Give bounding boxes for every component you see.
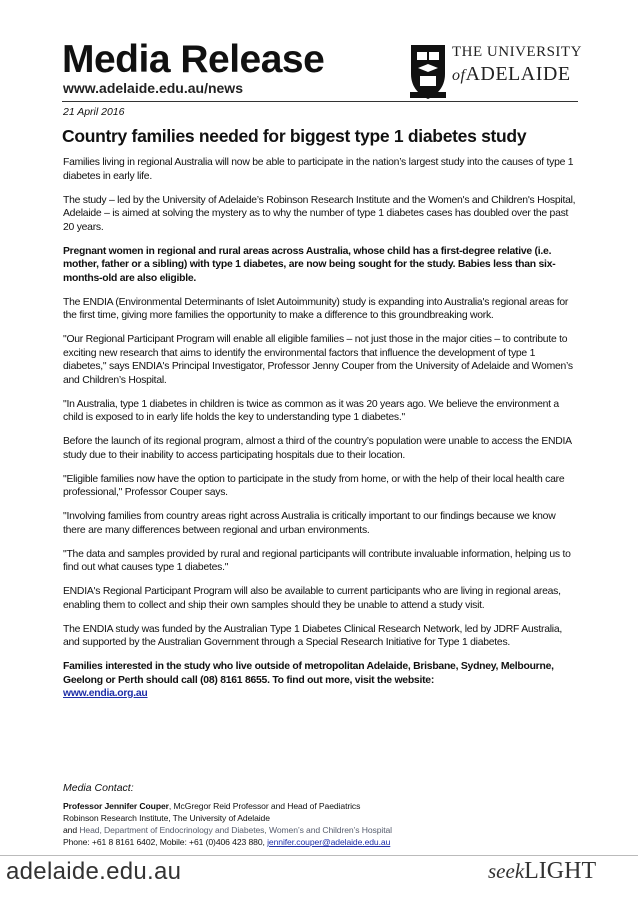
paragraph: The ENDIA (Environmental Determinants of Islet Autoimmunity) study is expanding into Australia's regional areas for the first time, giving more families the opportunity to make a difference to this groundbreaking work.	[63, 296, 569, 321]
footer-seek: seek	[488, 859, 525, 883]
logo-of: of	[452, 67, 466, 84]
paragraph: The study – led by the University of Adelaide’s Robinson Research Institute and the Women's and Children's Hospital, Adelaide – is aimed at solving the mystery as to why the number of type 1 diabetes cases has doubled over the past 20 years.	[63, 194, 576, 233]
paragraph: Pregnant women in regional and rural areas across Australia, whose child has a first-degree relative (i.e. mother, father or a sibling) with type 1 diabetes, are now being sought for the study. Babies less than six-months-old are also eligible.	[63, 245, 556, 284]
contact-line-2: Robinson Research Institute, The University of Adelaide	[63, 813, 270, 823]
closing-text: Families interested in the study who live outside of metropolitan Adelaide, Brisbane, Sydney, Melbourne, Geelong or Perth should call (08) 8161 8655. To find out more, visit the website:	[63, 661, 554, 686]
paragraph: "Involving families from country areas right across Australia is critically important to our findings because we know there are many differences between regional and urban environments.	[63, 511, 556, 536]
contact-line-3	[63, 824, 583, 836]
media-contact	[63, 800, 583, 848]
media-contact-heading: Media Contact:	[63, 782, 134, 794]
article-body	[63, 156, 577, 711]
paragraph: "Eligible families now have the option to participate in the study from home, or with the help of their local health care professional," Professor Couper says.	[63, 473, 565, 498]
paragraph: ENDIA's Regional Participant Program will also be available to current participants who are living in regional areas, enabling them to collect and ship their own samples should they be unable to attend a study visit.	[63, 586, 561, 611]
contact-email-link[interactable]: jennifer.couper@adelaide.edu.au	[267, 837, 391, 847]
logo-adelaide: ADELAIDE	[465, 63, 571, 85]
logo-line-2	[452, 63, 571, 86]
contact-phone: Phone: +61 8 8161 6402, Mobile: +61 (0)406 423 880,	[63, 837, 268, 847]
paragraph: "The data and samples provided by rural and regional participants will contribute invaluable information, helping us to find out what causes type 1 diabetes."	[63, 548, 571, 573]
footer-tagline	[488, 858, 596, 885]
news-url[interactable]: www.adelaide.edu.au/news	[63, 80, 243, 96]
paragraph: "In Australia, type 1 diabetes in children is twice as common as it was 20 years ago. We believe the environment a child is exposed to in early life holds the key to understanding type 1 diabetes."	[63, 398, 559, 423]
logo-line-1: THE UNIVERSITY	[452, 44, 582, 60]
footer-light: LIGHT	[524, 858, 597, 884]
closing-paragraph	[63, 660, 577, 701]
contact-line-1	[63, 800, 583, 812]
paragraph: "Our Regional Participant Program will enable all eligible families – not just those in the major cities – to contribute to exciting new research that aims to identify the environmental factors that influence the development of type 1 diabetes," says ENDIA's Principal Investigator, Professor Jenny Couper from the University of Adelaide and Women’s and Children’s Hospital.	[63, 334, 573, 386]
endia-website-link[interactable]: www.endia.org.au	[63, 688, 148, 699]
paragraph: Before the launch of its regional program, almost a third of the country’s population were unable to access the ENDIA study due to their inability to access participating hospitals due to their location.	[63, 436, 572, 461]
university-crest-icon	[408, 42, 448, 102]
footer-website[interactable]: adelaide.edu.au	[6, 858, 182, 885]
headline: Country families needed for biggest type 1 diabetes study	[62, 126, 527, 146]
footer-divider	[0, 855, 638, 856]
page-title: Media Release	[62, 38, 325, 81]
contact-line-4	[63, 836, 583, 848]
contact-name: Professor Jennifer Couper	[63, 801, 169, 811]
release-date: 21 April 2016	[63, 106, 125, 118]
contact-role: , McGregor Reid Professor and Head of Paediatrics	[168, 801, 361, 811]
contact-and: and	[63, 825, 80, 835]
contact-hospital-role: Head, Department of Endocrinology and Diabetes, Women’s and Children’s Hospital	[79, 825, 392, 835]
paragraph: Families living in regional Australia will now be able to participate in the nation’s largest study into the causes of type 1 diabetes in early life.	[63, 157, 574, 182]
header-divider	[62, 101, 578, 102]
paragraph: The ENDIA study was funded by the Australian Type 1 Diabetes Clinical Research Network, led by JDRF Australia, and supported by the Australian Government through a Special Research Initiative for Type 1 diabetes.	[63, 623, 563, 648]
